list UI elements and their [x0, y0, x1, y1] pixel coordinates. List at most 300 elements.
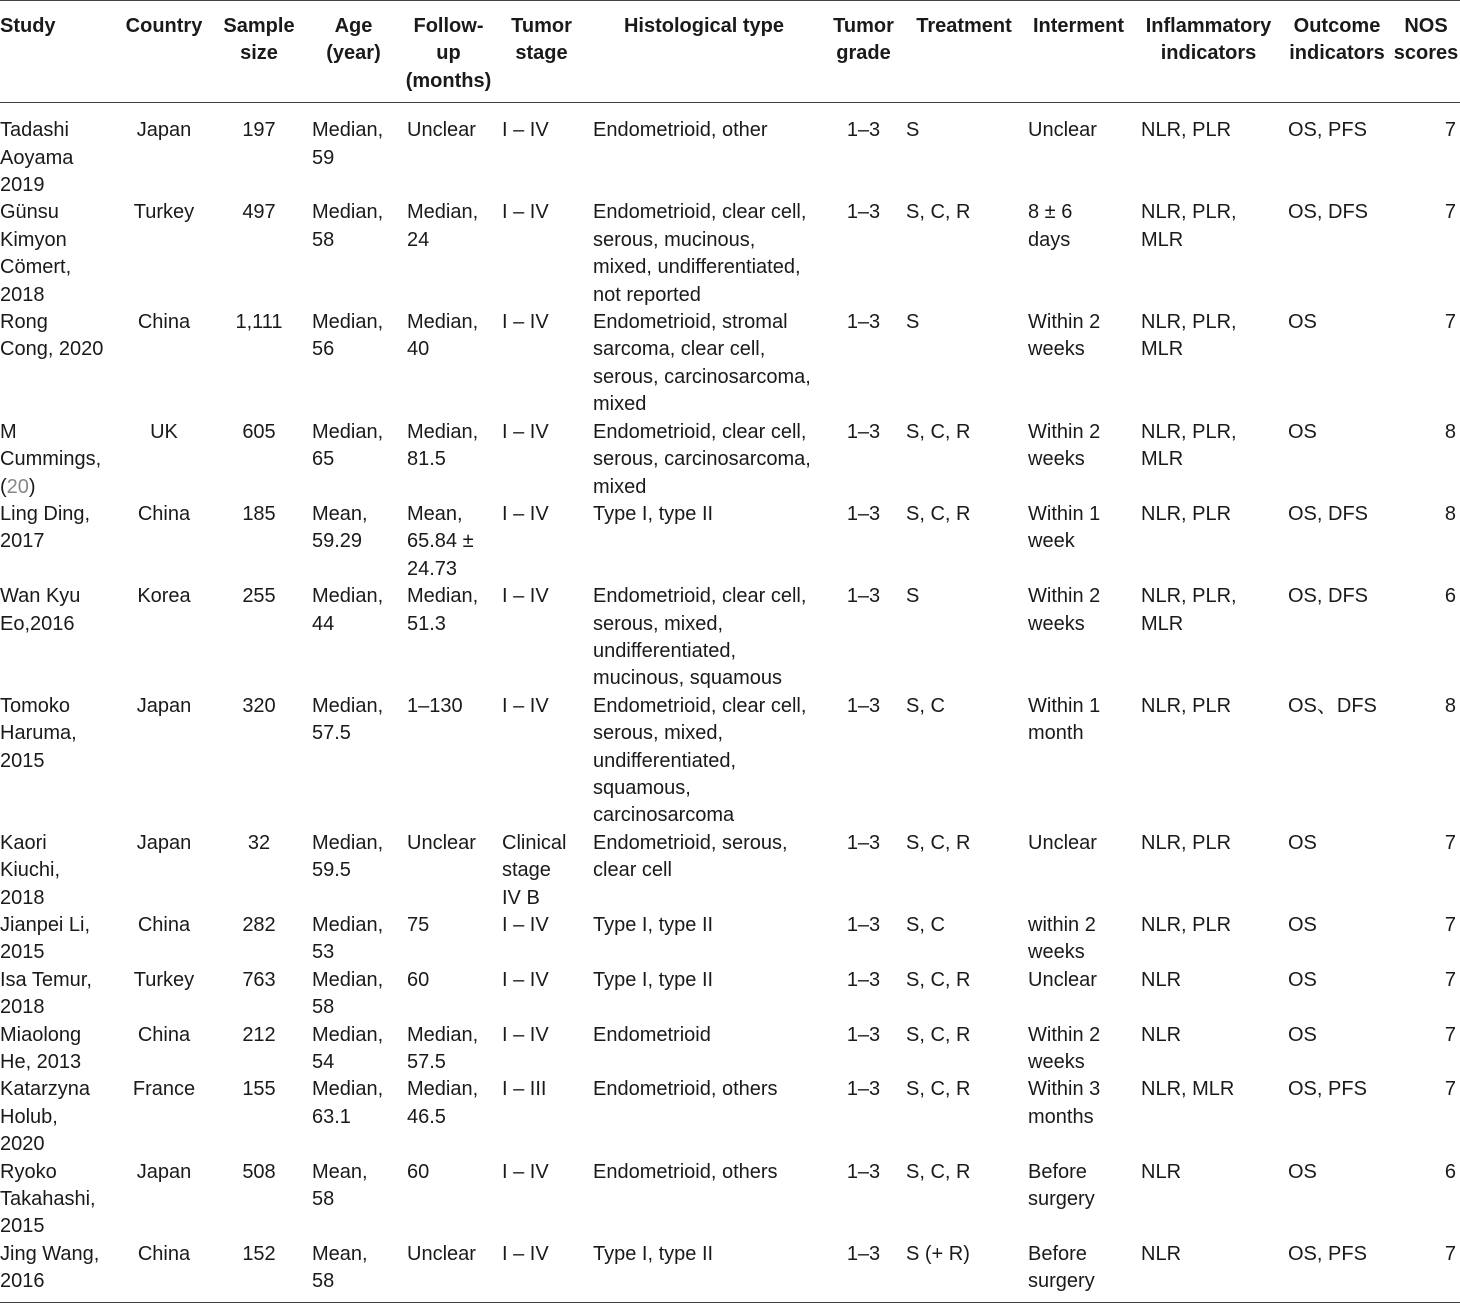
- column-header-histological-type: [587, 1, 821, 103]
- cell-line: Median,: [407, 201, 479, 224]
- cell-line: Wan Kyu: [0, 585, 81, 608]
- cell-text: 7: [1444, 201, 1456, 224]
- study-cell: [0, 103, 116, 200]
- cell-text: 605: [242, 420, 276, 443]
- cell-line: Median,: [312, 119, 384, 142]
- cell-text: 320: [242, 694, 276, 717]
- tumor-grade-cell: [821, 967, 906, 1022]
- cell-line: 24: [407, 228, 430, 251]
- age-cell: [306, 199, 401, 309]
- cell-line: squamous,: [593, 776, 691, 799]
- country-cell: [116, 419, 212, 501]
- header-text: up: [436, 42, 461, 65]
- cell-text: 197: [242, 119, 276, 142]
- cell-line: Kimyon: [0, 228, 67, 251]
- inflammatory-indicators-cell: [1135, 103, 1282, 200]
- cell-line: mucinous, squamous: [593, 667, 782, 690]
- cell-line: Mean,: [407, 502, 463, 525]
- table-row: [0, 199, 1460, 309]
- outcome-indicators-cell: [1282, 583, 1392, 693]
- cell-line: Mean,: [312, 1160, 368, 1183]
- nos-score-cell: [1392, 1076, 1460, 1158]
- column-header-interment: [1022, 1, 1135, 103]
- cell-text: Japan: [136, 694, 192, 717]
- inflammatory-indicators-cell: [1135, 309, 1282, 419]
- nos-score-cell: [1392, 309, 1460, 419]
- interment-cell: [1022, 1076, 1135, 1158]
- cell-line: 65.84 ±: [407, 530, 474, 553]
- cell-text: 1–3: [846, 502, 881, 525]
- study-cell: M Cummings, (20): [0, 420, 102, 498]
- histological-type-cell: [587, 1159, 821, 1241]
- cell-line: Median,: [407, 1078, 479, 1101]
- cell-line: 2018: [0, 283, 45, 306]
- tumor-grade-cell: [821, 1241, 906, 1302]
- cell-text: 155: [242, 1078, 276, 1101]
- header-text: indicators: [1160, 42, 1257, 65]
- age-cell: [306, 912, 401, 967]
- interment-cell: [1022, 583, 1135, 693]
- cell-text: OS: [1288, 831, 1317, 854]
- cell-line: days: [1028, 228, 1071, 251]
- cell-line: mixed: [593, 475, 647, 498]
- cell-text: 7: [1444, 311, 1456, 334]
- cell-line: Mean,: [312, 1242, 368, 1265]
- cell-line: Endometrioid, clear cell,: [593, 694, 807, 717]
- cell-line: 63.1: [312, 1105, 351, 1128]
- cell-line: 2019: [0, 174, 45, 197]
- age-cell: [306, 1022, 401, 1077]
- cell-line: 59: [312, 146, 335, 169]
- cell-text: 1–3: [846, 831, 881, 854]
- cell-line: IV B: [502, 886, 540, 909]
- cell-text: OS, DFS: [1288, 201, 1369, 224]
- age-cell: [306, 830, 401, 912]
- cell-line: surgery: [1028, 1270, 1095, 1293]
- cell-line: month: [1028, 722, 1084, 745]
- cell-line: Within 2: [1028, 585, 1101, 608]
- cell-line: 57.5: [312, 722, 351, 745]
- cell-line: Isa Temur,: [0, 968, 92, 991]
- cell-line: Before: [1028, 1160, 1087, 1183]
- tumor-grade-cell: [821, 501, 906, 583]
- cell-line: NLR: [1141, 1160, 1182, 1183]
- cell-line: Kiuchi,: [0, 859, 61, 882]
- cell-text: 185: [242, 502, 276, 525]
- cell-text: 7: [1444, 1078, 1456, 1101]
- cell-line: Eo,2016: [0, 612, 75, 635]
- country-cell: [116, 1241, 212, 1302]
- cell-line: 58: [312, 228, 335, 251]
- table-row: [0, 583, 1460, 693]
- cell-line: NLR: [1141, 968, 1182, 991]
- cell-line: I – IV: [502, 502, 549, 525]
- cell-line: serous, carcinosarcoma,: [593, 448, 811, 471]
- cell-line: Mean,: [312, 502, 368, 525]
- outcome-indicators-cell: [1282, 1076, 1392, 1158]
- cell-text: Japan: [136, 1160, 192, 1183]
- cell-text: 32: [247, 831, 271, 854]
- table-row: [0, 1159, 1460, 1241]
- cell-text: S, C, R: [906, 1023, 971, 1046]
- age-cell: [306, 309, 401, 419]
- cell-line: Endometrioid: [593, 1023, 711, 1046]
- header-text: (year): [326, 42, 381, 65]
- header-text: stage: [515, 42, 568, 65]
- citation-link[interactable]: 20: [6, 475, 29, 498]
- cell-line: Tomoko: [0, 694, 71, 717]
- cell-line: weeks: [1028, 941, 1085, 964]
- table-row: [0, 419, 1460, 501]
- cell-text: 282: [242, 914, 276, 936]
- histological-type-cell: [587, 103, 821, 200]
- cell-line: Aoyama: [0, 146, 74, 169]
- country-cell: [116, 583, 212, 693]
- nos-score-cell: [1392, 1022, 1460, 1077]
- cell-line: Endometrioid, serous,: [593, 831, 788, 854]
- cell-line: Endometrioid, stromal: [593, 311, 788, 334]
- cell-line: 24.73: [407, 557, 458, 580]
- cell-line: Within 1: [1028, 694, 1101, 717]
- country-cell: [116, 103, 212, 200]
- cell-line: He, 2013: [0, 1051, 82, 1074]
- cell-text: OS, DFS: [1288, 585, 1369, 608]
- cell-line: NLR, PLR: [1141, 914, 1232, 936]
- cell-line: 56: [312, 338, 335, 361]
- tumor-grade-cell: [821, 103, 906, 200]
- outcome-indicators-cell: [1282, 199, 1392, 309]
- cell-line: Within 3: [1028, 1078, 1101, 1101]
- cell-text: OS: [1288, 311, 1317, 334]
- cell-text: OS: [1288, 1160, 1317, 1183]
- tumor-grade-cell: [821, 583, 906, 693]
- age-cell: [306, 419, 401, 501]
- follow-up-cell: [401, 1022, 496, 1077]
- tumor-grade-cell: [821, 419, 906, 501]
- cell-line: I – IV: [502, 694, 549, 717]
- cell-line: serous, mixed,: [593, 612, 724, 635]
- cell-text: OS: [1288, 1023, 1317, 1046]
- age-cell: [306, 967, 401, 1022]
- cell-text: 255: [242, 585, 276, 608]
- interment-cell: [1022, 912, 1135, 967]
- cell-line: 65: [312, 448, 335, 471]
- cell-text: OS, PFS: [1288, 1242, 1367, 1265]
- header-text: Age: [334, 15, 373, 37]
- country-cell: [116, 967, 212, 1022]
- country-cell: [116, 199, 212, 309]
- cell-text: UK: [150, 420, 178, 443]
- cell-line: 60: [407, 1160, 430, 1183]
- sample-size-cell: [212, 1076, 306, 1158]
- cell-line: I – IV: [502, 201, 549, 224]
- outcome-indicators-cell: [1282, 419, 1392, 501]
- age-cell: [306, 1159, 401, 1241]
- cell-text: S, C, R: [906, 502, 971, 525]
- table-row: [0, 912, 1460, 967]
- cell-line: Type I, type II: [593, 968, 714, 991]
- outcome-indicators-cell: [1282, 693, 1392, 830]
- cell-line: Endometrioid, others: [593, 1078, 778, 1101]
- cell-line: I – IV: [502, 119, 549, 142]
- sample-size-cell: [212, 199, 306, 309]
- cell-line: Type I, type II: [593, 914, 714, 936]
- cell-line: Before: [1028, 1242, 1087, 1265]
- cell-text: S, C, R: [906, 968, 971, 991]
- cell-text: S: [906, 119, 920, 142]
- cell-line: I – IV: [502, 420, 549, 443]
- cell-line: Unclear: [1028, 831, 1097, 854]
- cell-line: Median,: [312, 311, 384, 334]
- header-text: (months): [405, 69, 492, 92]
- cell-line: NLR, PLR: [1141, 831, 1232, 854]
- study-cell: [0, 583, 116, 693]
- tumor-grade-cell: [821, 912, 906, 967]
- cell-line: Kaori: [0, 831, 47, 854]
- cell-text: China: [137, 502, 191, 525]
- interment-cell: [1022, 1159, 1135, 1241]
- column-header-follow-up: [401, 1, 496, 103]
- cell-line: Ryoko: [0, 1160, 57, 1183]
- tumor-stage-cell: [496, 693, 587, 830]
- cell-text: France: [132, 1078, 196, 1101]
- cell-text: 763: [242, 968, 276, 991]
- cell-line: 8 ± 6: [1028, 201, 1073, 224]
- column-header-tumor-grade: [821, 1, 906, 103]
- header-text: Country: [125, 15, 203, 37]
- cell-line: NLR, PLR: [1141, 119, 1232, 142]
- cell-line: Endometrioid, clear cell,: [593, 420, 807, 443]
- interment-cell: [1022, 967, 1135, 1022]
- treatment-cell: [906, 103, 1022, 200]
- cell-text: 508: [242, 1160, 276, 1183]
- cell-line: Type I, type II: [593, 502, 714, 525]
- cell-line: mixed: [593, 393, 647, 416]
- cell-line: 2015: [0, 941, 45, 964]
- nos-score-cell: [1392, 583, 1460, 693]
- cell-line: M: [0, 420, 17, 443]
- follow-up-cell: [401, 1159, 496, 1241]
- cell-line: 2017: [0, 530, 45, 553]
- sample-size-cell: [212, 501, 306, 583]
- cell-line: I – III: [502, 1078, 547, 1101]
- follow-up-cell: [401, 912, 496, 967]
- cell-line: NLR, PLR,: [1141, 311, 1237, 334]
- sample-size-cell: [212, 830, 306, 912]
- study-cell: [0, 967, 116, 1022]
- tumor-stage-cell: [496, 1241, 587, 1302]
- cell-text: 8: [1444, 694, 1456, 717]
- header-text: grade: [836, 42, 891, 65]
- header-text: Tumor: [833, 15, 894, 37]
- cell-text: 6: [1444, 585, 1456, 608]
- country-cell: [116, 1159, 212, 1241]
- cell-line: MLR: [1141, 448, 1184, 471]
- cell-line: Unclear: [1028, 968, 1097, 991]
- table-body: [0, 103, 1460, 1302]
- tumor-stage-cell: [496, 1022, 587, 1077]
- cell-line: Takahashi,: [0, 1188, 96, 1211]
- cell-line: clear cell: [593, 859, 672, 882]
- header-text: indicators: [1289, 42, 1385, 65]
- tumor-stage-cell: [496, 1159, 587, 1241]
- interment-cell: [1022, 830, 1135, 912]
- cell-text: 1–3: [846, 420, 881, 443]
- age-cell: [306, 103, 401, 200]
- cell-line: 57.5: [407, 1051, 446, 1074]
- header-text: NOS: [1404, 15, 1448, 37]
- cell-line: NLR, PLR: [1141, 694, 1232, 717]
- cell-line: Ling Ding,: [0, 502, 91, 525]
- table-row: [0, 501, 1460, 583]
- cell-text: 1–3: [846, 1242, 881, 1265]
- cell-text: 1–3: [846, 694, 881, 717]
- cell-line: Günsu: [0, 201, 59, 224]
- histological-type-cell: [587, 1022, 821, 1077]
- treatment-cell: [906, 309, 1022, 419]
- cell-text: OS: [1288, 420, 1317, 443]
- cell-line: I – IV: [502, 1160, 549, 1183]
- cell-line: I – IV: [502, 968, 549, 991]
- interment-cell: [1022, 693, 1135, 830]
- column-header-nos-scores: [1392, 1, 1460, 103]
- cell-line: within 2: [1028, 914, 1096, 936]
- histological-type-cell: [587, 830, 821, 912]
- cell-text: Japan: [136, 119, 192, 142]
- country-cell: [116, 912, 212, 967]
- cell-line: Unclear: [407, 1242, 476, 1265]
- nos-score-cell: [1392, 419, 1460, 501]
- cell-line: Endometrioid, others: [593, 1160, 778, 1183]
- cell-text: 8: [1444, 420, 1456, 443]
- cell-line: mixed, undifferentiated,: [593, 256, 801, 279]
- tumor-grade-cell: [821, 309, 906, 419]
- sample-size-cell: [212, 912, 306, 967]
- sample-size-cell: [212, 309, 306, 419]
- treatment-cell: [906, 912, 1022, 967]
- sample-size-cell: [212, 693, 306, 830]
- sample-size-cell: [212, 103, 306, 200]
- cell-line: Jianpei Li,: [0, 914, 91, 936]
- cell-line: Median,: [312, 1023, 384, 1046]
- histological-type-cell: [587, 693, 821, 830]
- cell-text: 1–3: [846, 1078, 881, 1101]
- cell-text: OS、DFS: [1288, 694, 1377, 717]
- cell-text: 7: [1444, 968, 1456, 991]
- cell-line: surgery: [1028, 1188, 1095, 1211]
- cell-line: 2015: [0, 749, 45, 772]
- cell-text: OS, DFS: [1288, 502, 1369, 525]
- cell-line: Type I, type II: [593, 1242, 714, 1265]
- cell-line: Within 2: [1028, 311, 1101, 334]
- header-text: size: [240, 42, 278, 65]
- cell-line: MLR: [1141, 338, 1184, 361]
- tumor-stage-cell: [496, 1076, 587, 1158]
- cell-line: 44: [312, 612, 335, 635]
- header-text: Inflammatory: [1145, 15, 1272, 37]
- cell-line: NLR, PLR,: [1141, 201, 1237, 224]
- nos-score-cell: [1392, 501, 1460, 583]
- cell-text: S, C, R: [906, 201, 971, 224]
- cell-line: Unclear: [1028, 119, 1097, 142]
- country-cell: [116, 830, 212, 912]
- cell-text: Turkey: [133, 201, 195, 224]
- cell-text: 1–3: [846, 914, 881, 936]
- cell-text: 212: [242, 1023, 276, 1046]
- follow-up-cell: [401, 199, 496, 309]
- study-cell: [0, 501, 116, 583]
- treatment-cell: [906, 583, 1022, 693]
- cell-text: OS, PFS: [1288, 119, 1367, 142]
- cell-line: 58: [312, 1188, 335, 1211]
- cell-line: serous, mucinous,: [593, 228, 756, 251]
- cell-line: Within 1: [1028, 502, 1101, 525]
- cell-text: S, C, R: [906, 1160, 971, 1183]
- inflammatory-indicators-cell: [1135, 693, 1282, 830]
- cell-line: stage: [502, 859, 551, 882]
- cell-line: MLR: [1141, 612, 1184, 635]
- cell-line: 54: [312, 1051, 335, 1074]
- nos-score-cell: [1392, 1241, 1460, 1302]
- treatment-cell: [906, 199, 1022, 309]
- header-text: Histological type: [623, 15, 785, 37]
- follow-up-cell: [401, 830, 496, 912]
- treatment-cell: [906, 830, 1022, 912]
- interment-cell: [1022, 199, 1135, 309]
- sample-size-cell: [212, 1159, 306, 1241]
- table-row: [0, 1022, 1460, 1077]
- cell-text: 1–3: [846, 201, 881, 224]
- tumor-grade-cell: [821, 1159, 906, 1241]
- tumor-grade-cell: [821, 199, 906, 309]
- outcome-indicators-cell: [1282, 830, 1392, 912]
- column-header-treatment: [906, 1, 1022, 103]
- treatment-cell: [906, 967, 1022, 1022]
- header-text: Treatment: [916, 15, 1012, 37]
- cell-text: 1–3: [846, 1160, 881, 1183]
- cell-line: not reported: [593, 283, 701, 306]
- table-row: [0, 1076, 1460, 1158]
- histological-type-cell: [587, 419, 821, 501]
- cell-line: NLR, PLR,: [1141, 420, 1237, 443]
- outcome-indicators-cell: [1282, 1159, 1392, 1241]
- cell-line: Median,: [312, 201, 384, 224]
- column-header-outcome-indicators: [1282, 1, 1392, 103]
- nos-score-cell: [1392, 967, 1460, 1022]
- outcome-indicators-cell: [1282, 309, 1392, 419]
- table-row: [0, 1241, 1460, 1302]
- cell-text: S, C, R: [906, 831, 971, 854]
- cell-text: 152: [242, 1242, 276, 1265]
- cell-text: S: [906, 585, 920, 608]
- tumor-stage-cell: [496, 967, 587, 1022]
- cell-text: Japan: [136, 831, 192, 854]
- cell-line: Katarzyna: [0, 1078, 91, 1101]
- interment-cell: [1022, 309, 1135, 419]
- sample-size-cell: [212, 419, 306, 501]
- header-text: Follow-: [413, 15, 484, 37]
- cell-line: 46.5: [407, 1105, 446, 1128]
- header-text: scores: [1393, 42, 1459, 65]
- tumor-stage-cell: [496, 199, 587, 309]
- cell-text: 1,111: [235, 311, 283, 334]
- cell-line: MLR: [1141, 228, 1184, 251]
- cell-line: Cömert,: [0, 256, 72, 279]
- cell-line: 81.5: [407, 448, 446, 471]
- tumor-stage-cell: [496, 912, 587, 967]
- histological-type-cell: [587, 967, 821, 1022]
- nos-score-cell: [1392, 1159, 1460, 1241]
